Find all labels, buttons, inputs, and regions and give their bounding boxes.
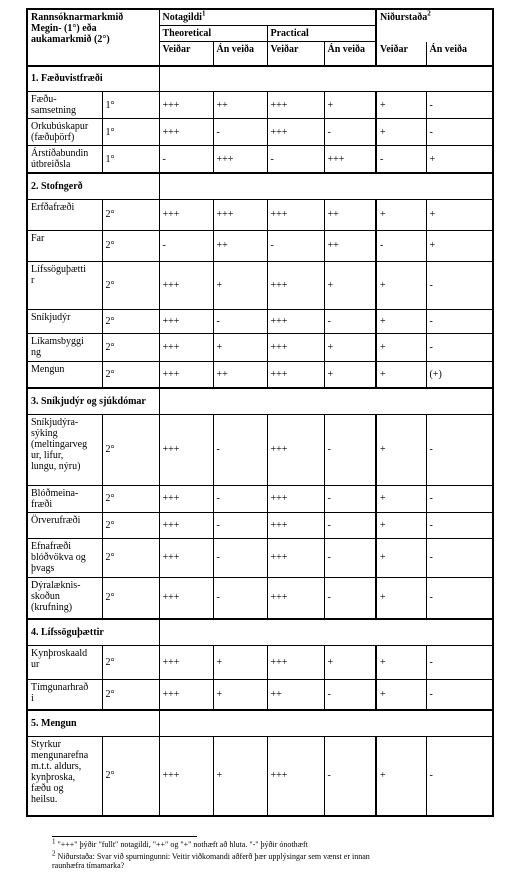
row-name: Blóðmeina- fræði [27, 485, 102, 512]
header-ni-veidar: Veiðar [376, 42, 426, 66]
row-name: Lífssöguþætti r [27, 261, 102, 309]
row-level: 2° [102, 512, 159, 538]
value-cell: + [376, 333, 426, 361]
table-row [27, 309, 493, 333]
row-level: 2° [102, 230, 159, 261]
section-title: 4. Lífssöguþættir [27, 619, 159, 645]
row-level: 2° [102, 414, 159, 485]
value-cell: + [376, 261, 426, 309]
value-cell: ++ [213, 230, 267, 261]
value-cell: - [426, 645, 493, 679]
value-cell: +++ [159, 92, 213, 119]
header-objective-line3: aukamarkmið (2°) [31, 34, 110, 45]
value-cell: + [426, 146, 493, 174]
value-cell: + [324, 333, 376, 361]
value-cell: +++ [159, 512, 213, 538]
value-cell: + [426, 230, 493, 261]
row-name: Kynþroskaald ur [27, 645, 102, 679]
value-cell: - [267, 230, 324, 261]
value-cell: - [324, 119, 376, 146]
value-cell: +++ [159, 333, 213, 361]
value-cell: - [213, 119, 267, 146]
table-row [27, 512, 493, 538]
value-cell: - [324, 485, 376, 512]
row-name: Líkamsbyggi ng [27, 333, 102, 361]
header-th-an-veida: Án veiða [213, 42, 267, 66]
row-name: Árstíðabundin útbreiðsla [27, 146, 102, 174]
row-name: Sníkjudýra- sýking (meltingarveg ur, lifur, lungu, nýru) [27, 414, 102, 485]
value-cell: + [213, 333, 267, 361]
row-level: 2° [102, 577, 159, 619]
value-cell: +++ [267, 261, 324, 309]
value-cell: +++ [159, 538, 213, 577]
value-cell: - [213, 577, 267, 619]
value-cell: - [324, 577, 376, 619]
value-cell: - [213, 538, 267, 577]
value-cell: + [426, 199, 493, 230]
section-title: 2. Stofngerð [27, 173, 159, 199]
header-theoretical: Theoretical [159, 26, 267, 42]
row-level: 2° [102, 309, 159, 333]
value-cell: - [159, 230, 213, 261]
value-cell: - [324, 309, 376, 333]
value-cell: - [376, 230, 426, 261]
header-nidurstada: Niðurstaða$^2$ [376, 9, 493, 26]
table-row [27, 414, 493, 485]
value-cell: +++ [159, 485, 213, 512]
row-name: Efnafræði blóðvökva og þvags [27, 538, 102, 577]
value-cell: +++ [159, 361, 213, 388]
header-nidurstada-spacer [376, 26, 493, 42]
value-cell: +++ [324, 146, 376, 174]
value-cell: + [376, 736, 426, 816]
section-spacer [159, 619, 493, 645]
value-cell: +++ [267, 577, 324, 619]
section-title: 3. Sníkjudýr og sjúkdómar [27, 388, 159, 414]
value-cell: +++ [267, 199, 324, 230]
value-cell: + [376, 577, 426, 619]
value-cell: ++ [324, 199, 376, 230]
value-cell: ++ [213, 361, 267, 388]
value-cell: +++ [159, 645, 213, 679]
value-cell: +++ [267, 414, 324, 485]
row-level: 2° [102, 361, 159, 388]
value-cell: +++ [159, 261, 213, 309]
value-cell: + [213, 645, 267, 679]
value-cell: + [324, 645, 376, 679]
value-cell: + [376, 679, 426, 710]
value-cell: +++ [159, 119, 213, 146]
value-cell: +++ [267, 512, 324, 538]
table-row [27, 645, 493, 679]
row-level: 2° [102, 645, 159, 679]
value-cell: + [376, 485, 426, 512]
value-cell: + [376, 361, 426, 388]
header-notagildi: Notagildi$^1$ [159, 9, 376, 26]
value-cell: - [426, 577, 493, 619]
value-cell: (+) [426, 361, 493, 388]
footnote-1: $^1$ "+++" þýðir "fullt" notagildi, "++" og "+" nothæft að hluta. "-" þýðir ónothæft [52, 837, 308, 849]
header-objective-line2: Megin- (1°) eða [31, 23, 97, 34]
value-cell: - [426, 736, 493, 816]
value-cell: - [376, 146, 426, 174]
table-row [27, 146, 493, 174]
value-cell: - [324, 414, 376, 485]
row-name: Mengun [27, 361, 102, 388]
value-cell: - [426, 679, 493, 710]
table-row [27, 230, 493, 261]
value-cell: + [324, 361, 376, 388]
value-cell: - [213, 485, 267, 512]
value-cell: - [426, 414, 493, 485]
value-cell: + [376, 512, 426, 538]
value-cell: + [213, 261, 267, 309]
table-row [27, 92, 493, 119]
table-row [27, 199, 493, 230]
value-cell: +++ [159, 736, 213, 816]
row-name: Tímgunarhrað i [27, 679, 102, 710]
value-cell: - [426, 485, 493, 512]
footnote-2: $^2$ Niðurstaða: Svar við spurningunni: Veitir viðkomandi aðferð þær upplýsingar sem vænst er innan raunhæfra tímamarka? [52, 849, 370, 870]
section-title: 5. Mengun [27, 710, 159, 736]
value-cell: + [213, 736, 267, 816]
value-cell: +++ [267, 333, 324, 361]
value-cell: + [376, 414, 426, 485]
value-cell: + [324, 261, 376, 309]
row-level: 2° [102, 485, 159, 512]
header-practical: Practical [267, 26, 376, 42]
row-name: Sníkjudýr [27, 309, 102, 333]
row-level: 2° [102, 333, 159, 361]
value-cell: +++ [213, 199, 267, 230]
value-cell: +++ [159, 577, 213, 619]
value-cell: - [213, 512, 267, 538]
value-cell: + [376, 119, 426, 146]
value-cell: - [267, 146, 324, 174]
table-row [27, 361, 493, 388]
row-name: Erfðafræði [27, 199, 102, 230]
value-cell: +++ [159, 309, 213, 333]
value-cell: ++ [267, 679, 324, 710]
row-level: 2° [102, 538, 159, 577]
header-th-veidar: Veiðar [159, 42, 213, 66]
row-level: 2° [102, 199, 159, 230]
value-cell: - [324, 538, 376, 577]
value-cell: - [426, 309, 493, 333]
value-cell: - [324, 512, 376, 538]
value-cell: - [159, 146, 213, 174]
value-cell: +++ [267, 538, 324, 577]
row-name: Orkubúskapur (fæðuþörf) [27, 119, 102, 146]
value-cell: +++ [159, 414, 213, 485]
value-cell: - [324, 679, 376, 710]
section-spacer [159, 66, 493, 92]
header-objective [27, 9, 159, 66]
table-row [27, 333, 493, 361]
value-cell: +++ [267, 92, 324, 119]
value-cell: - [213, 309, 267, 333]
table-row [27, 538, 493, 577]
row-name: Dýralæknis- skoðun (krufning) [27, 577, 102, 619]
section-spacer [159, 710, 493, 736]
value-cell: + [376, 645, 426, 679]
value-cell: + [376, 199, 426, 230]
table-row [27, 485, 493, 512]
value-cell: - [426, 261, 493, 309]
header-pr-veidar: Veiðar [267, 42, 324, 66]
value-cell: + [213, 679, 267, 710]
value-cell: - [426, 512, 493, 538]
row-level: 2° [102, 261, 159, 309]
header-ni-an-veida: Án veiða [426, 42, 493, 66]
value-cell: +++ [267, 309, 324, 333]
value-cell: +++ [267, 736, 324, 816]
value-cell: - [426, 119, 493, 146]
header-objective-line1: Rannsóknarmarkmið [31, 12, 124, 23]
value-cell: +++ [159, 679, 213, 710]
section-spacer [159, 388, 493, 414]
value-cell: ++ [213, 92, 267, 119]
row-level: 2° [102, 679, 159, 710]
value-cell: + [376, 92, 426, 119]
value-cell: - [426, 333, 493, 361]
header-pr-an-veida: Án veiða [324, 42, 376, 66]
section-spacer [159, 173, 493, 199]
table-row [27, 736, 493, 816]
value-cell: - [426, 92, 493, 119]
value-cell: +++ [267, 645, 324, 679]
value-cell: +++ [267, 361, 324, 388]
row-name: Fæðu- samsetning [27, 92, 102, 119]
row-name: Styrkur mengunarefna m.t.t. aldurs, kynþroska, fæðu og heilsu. [27, 736, 102, 816]
row-name: Far [27, 230, 102, 261]
row-level: 1° [102, 119, 159, 146]
table-row [27, 261, 493, 309]
section-title: 1. Fæðuvistfræði [27, 66, 159, 92]
value-cell: +++ [267, 119, 324, 146]
row-level: 1° [102, 92, 159, 119]
value-cell: - [324, 736, 376, 816]
value-cell: - [213, 414, 267, 485]
value-cell: - [426, 538, 493, 577]
footnote-divider [52, 836, 197, 837]
value-cell: +++ [213, 146, 267, 174]
table-row [27, 119, 493, 146]
table-row [27, 577, 493, 619]
research-table [26, 8, 494, 817]
value-cell: +++ [267, 485, 324, 512]
row-name: Örverufræði [27, 512, 102, 538]
value-cell: + [376, 538, 426, 577]
value-cell: +++ [159, 199, 213, 230]
value-cell: + [376, 309, 426, 333]
row-level: 2° [102, 736, 159, 816]
table-row [27, 679, 493, 710]
value-cell: ++ [324, 230, 376, 261]
row-level: 1° [102, 146, 159, 174]
value-cell: + [324, 92, 376, 119]
